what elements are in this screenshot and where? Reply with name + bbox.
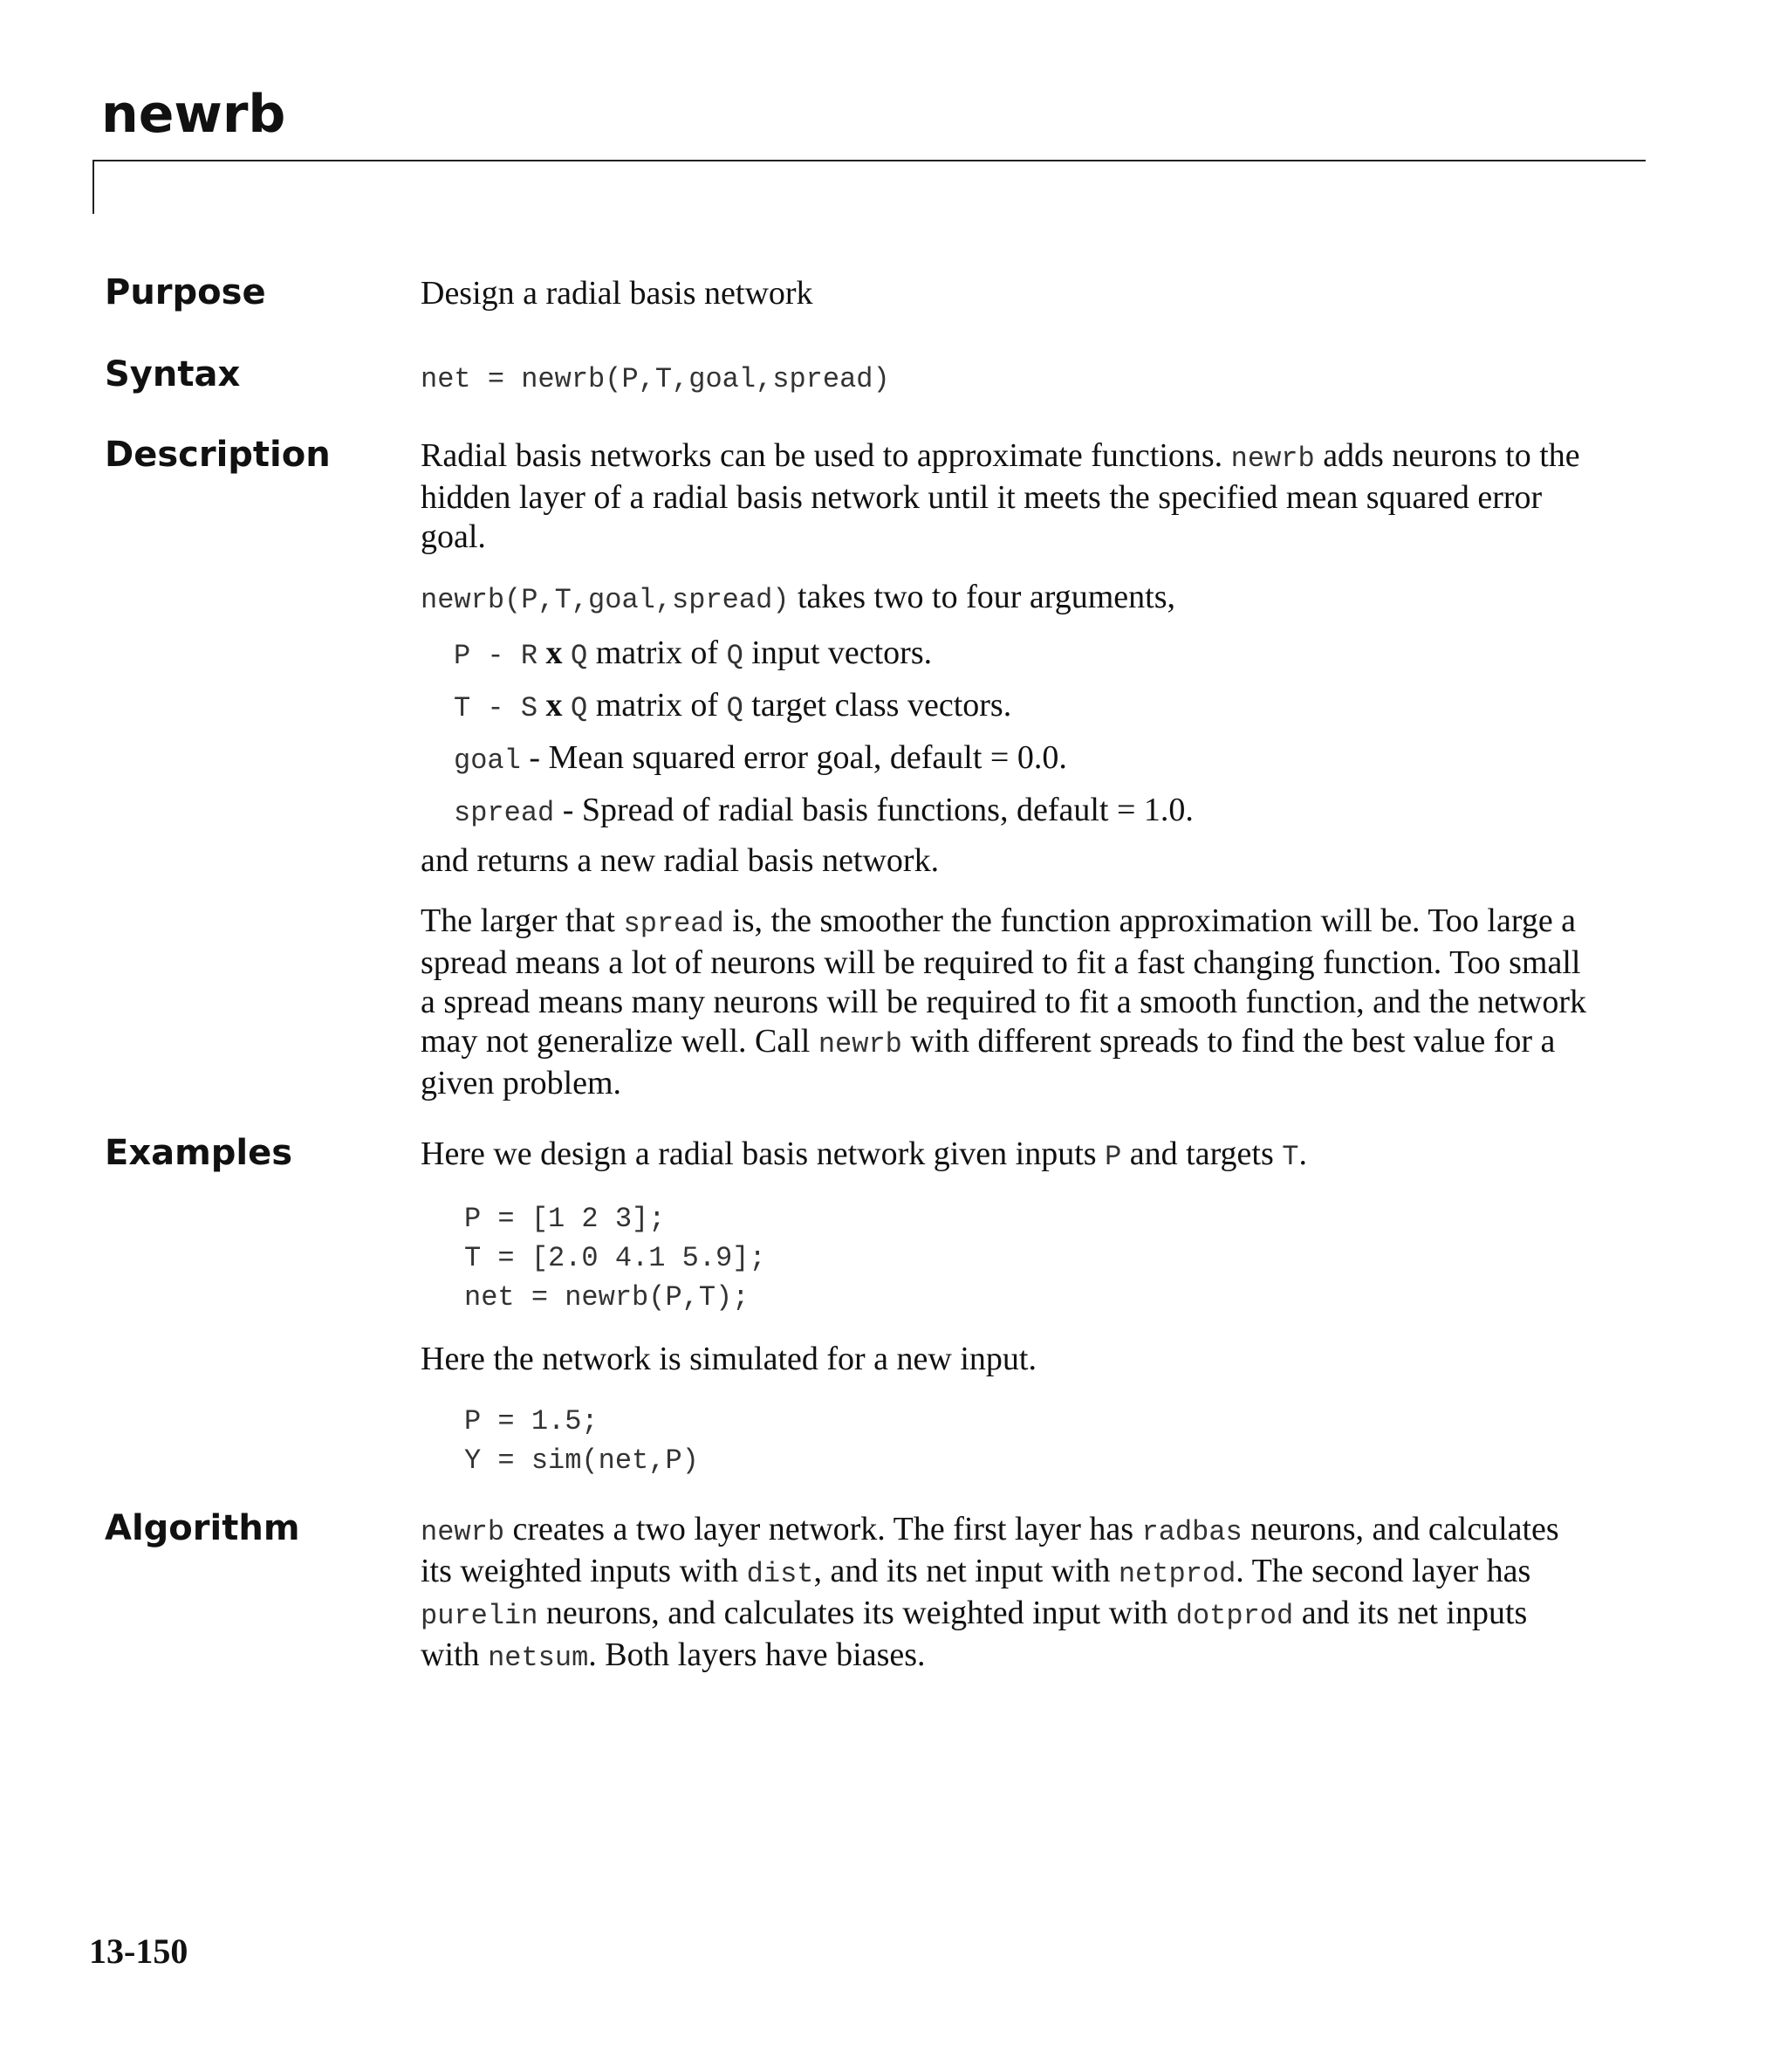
example-code-block-2 (464, 1402, 1590, 1480)
example-code-block-1 (464, 1199, 1590, 1317)
inline-code: newrb (1230, 443, 1315, 475)
description-returns: and returns a new radial basis network. (421, 842, 940, 879)
purpose-label: Purpose (105, 272, 266, 312)
description-paragraph-1: Radial basis networks can be used to approximate functions. newrb adds neurons to the hidden layer of a radial basis network until it meets the specified mean squared error goal. (421, 437, 1580, 555)
syntax-label: Syntax (105, 354, 241, 395)
algorithm-label: Algorithm (105, 1508, 300, 1548)
examples-label: Examples (105, 1133, 293, 1173)
code-line: net = newrb(P,T); (464, 1281, 750, 1314)
examples-intro: Here we design a radial basis network given inputs P and targets T. (421, 1135, 1307, 1173)
examples-section (421, 1135, 1590, 1480)
purpose-section (421, 274, 1590, 313)
argument-p: P - R x Q matrix of Q input vectors. (454, 635, 933, 672)
description-section (421, 436, 1590, 1103)
examples-intro-2: Here the network is simulated for a new input. (421, 1341, 1037, 1377)
algorithm-paragraph: newrb creates a two layer network. The first layer has radbas neurons, and calculates its weighted inputs with dist, and its net input with netprod. The second layer has purelin neurons, and calculates its weighted input with dotprod and its net inputs with netsum. Both layers have biases. (421, 1511, 1559, 1674)
code-line: T = [2.0 4.1 5.9]; (464, 1242, 766, 1274)
code-line: P = 1.5; (464, 1405, 599, 1437)
argument-t: T - S x Q matrix of Q target class vectors. (454, 687, 1012, 724)
algorithm-section (421, 1510, 1590, 1677)
description-label: Description (105, 435, 331, 475)
argument-spread: spread - Spread of radial basis functions, default = 1.0. (454, 792, 1194, 829)
inline-code: newrb(P,T,goal,spread) (421, 584, 790, 616)
header-rule (92, 160, 1646, 161)
syntax-code: net = newrb(P,T,goal,spread) (421, 363, 890, 395)
syntax-section (421, 363, 1590, 395)
code-line: P = [1 2 3]; (464, 1203, 666, 1235)
header-rule-tick (92, 160, 94, 214)
argument-goal: goal - Mean squared error goal, default = 0.0. (454, 739, 1067, 777)
description-paragraph-2: newrb(P,T,goal,spread) takes two to four arguments, (421, 579, 1176, 616)
purpose-text: Design a radial basis network (421, 275, 813, 312)
page-number: 13-150 (89, 1931, 188, 1971)
code-line: Y = sim(net,P) (464, 1444, 699, 1477)
page-title: newrb (101, 84, 286, 145)
description-paragraph-3: The larger that spread is, the smoother the function approximation will be. Too large a spread means a lot of neurons will be required to fit a fast changing function. Too small a spread means many neurons will be required to fit a smooth function, and the network may not generalize well. Call newrb with different spreads to find the best value for a given problem. (421, 902, 1586, 1101)
